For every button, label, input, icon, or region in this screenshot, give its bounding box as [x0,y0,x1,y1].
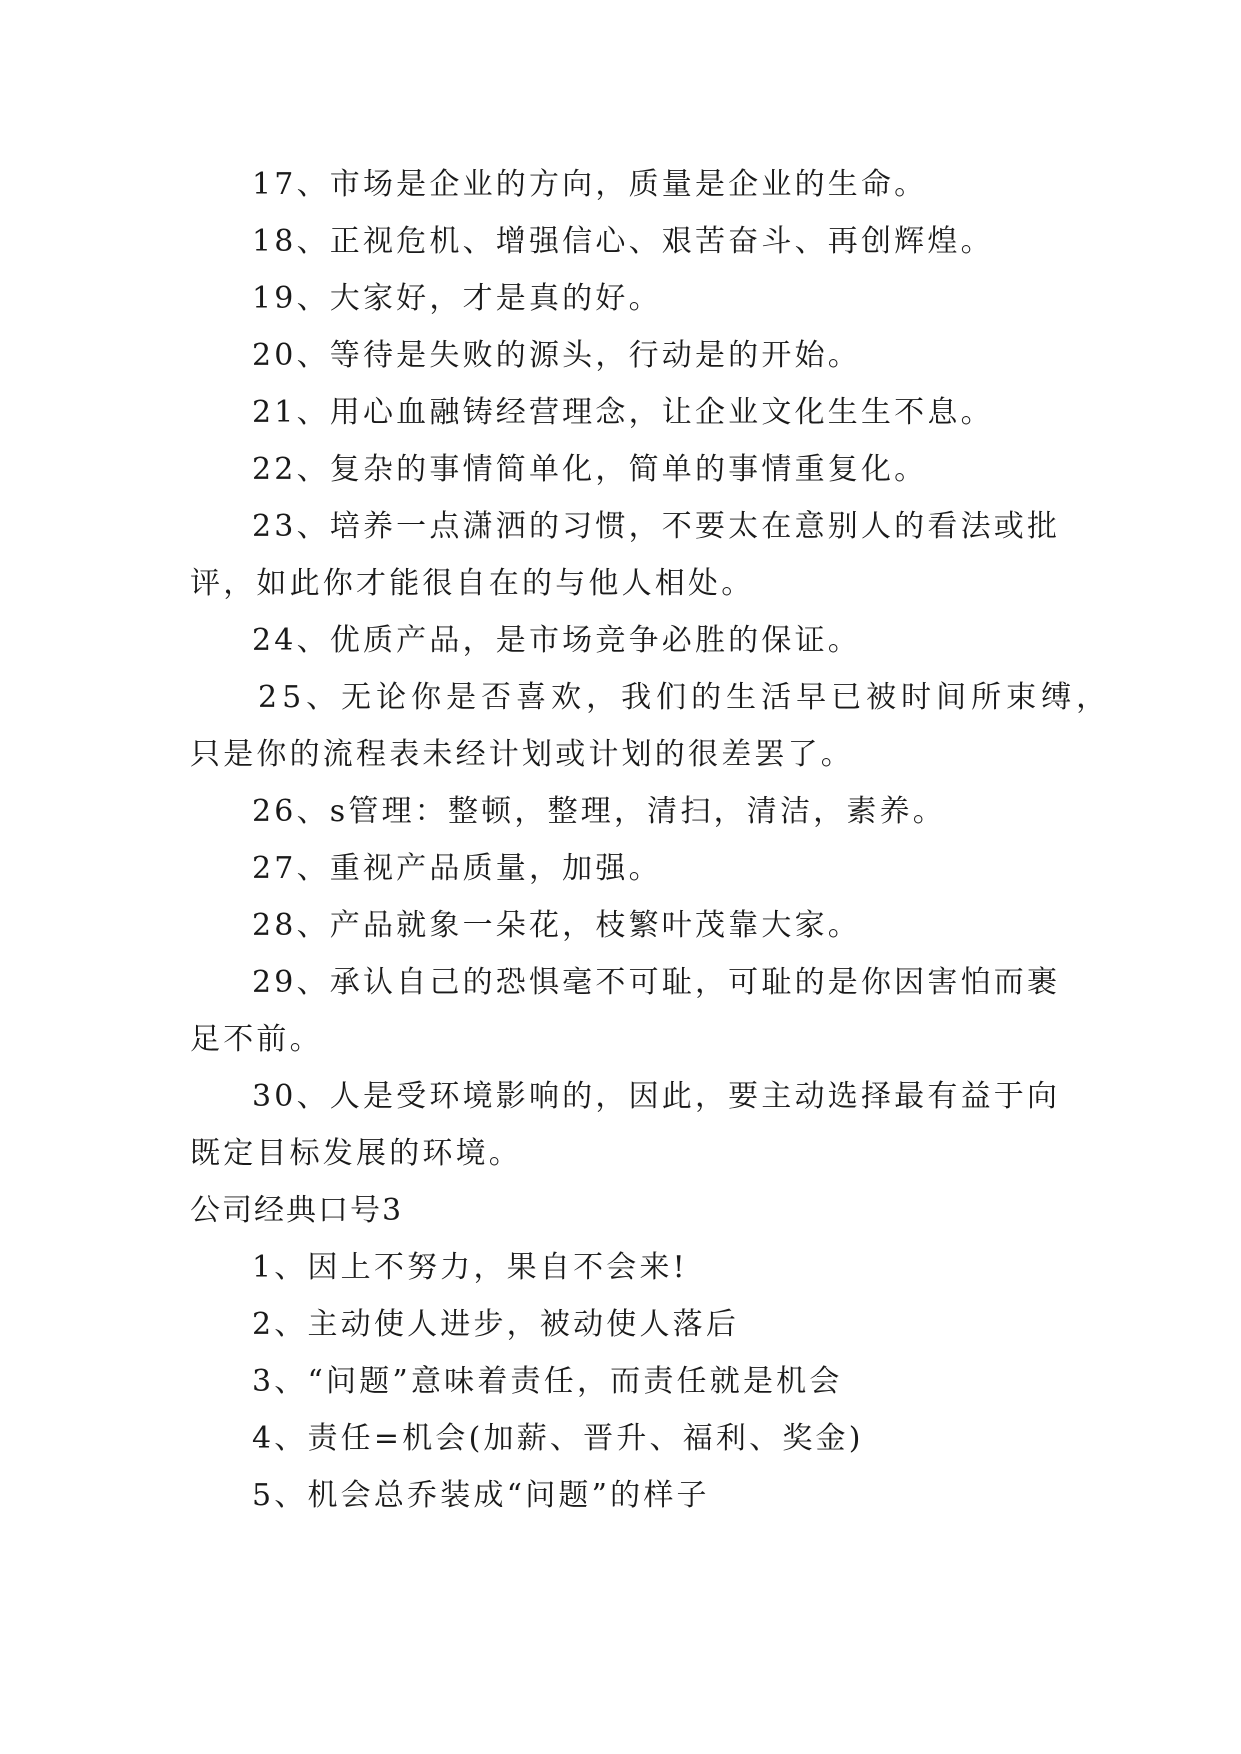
text-line-22: 22、复杂的事情简单化，简单的事情重复化。 [252,452,928,487]
text-line-23a: 23、培养一点潇洒的习惯，不要太在意别人的看法或批 [252,509,1061,544]
text-line-28: 28、产品就象一朵花，枝繁叶茂靠大家。 [252,908,861,943]
text-line-23b: 评，如此你才能很自在的与他人相处。 [190,566,755,601]
text-line-17: 17、市场是企业的方向，质量是企业的生命。 [252,167,928,202]
text-line-30a: 30、人是受环境影响的，因此，要主动选择最有益于向 [252,1079,1061,1114]
text-line-21: 21、用心血融铸经营理念，让企业文化生生不息。 [252,395,994,430]
text-line-27: 27、重视产品质量，加强。 [252,851,662,886]
slogan-item-4: 4、责任=机会(加薪、晋升、福利、奖金) [252,1421,864,1456]
text-line-20: 20、等待是失败的源头，行动是的开始。 [252,338,861,373]
text-line-25a: 25、无论你是否喜欢，我们的生活早已被时间所束缚， [258,680,1112,715]
text-line-25b: 只是你的流程表未经计划或计划的很差罢了。 [190,737,854,772]
text-line-26: 26、s管理：整顿，整理，清扫，清洁，素养。 [252,794,946,829]
slogan-item-2: 2、主动使人进步，被动使人落后 [252,1307,740,1342]
slogan-item-3: 3、“问题”意味着责任，而责任就是机会 [252,1364,843,1399]
text-line-29a: 29、承认自己的恐惧毫不可耻，可耻的是你因害怕而裹 [252,965,1061,1000]
section-title: 公司经典口号3 [190,1193,404,1228]
slogan-item-1: 1、因上不努力，果自不会来! [252,1250,688,1285]
text-line-24: 24、优质产品，是市场竞争必胜的保证。 [252,623,861,658]
text-line-18: 18、正视危机、增强信心、艰苦奋斗、再创辉煌。 [252,224,994,259]
text-line-19: 19、大家好，才是真的好。 [252,281,662,316]
text-line-30b: 既定目标发展的环境。 [190,1136,522,1171]
text-line-29b: 足不前。 [190,1022,323,1057]
slogan-item-5: 5、机会总乔装成“问题”的样子 [252,1478,710,1513]
